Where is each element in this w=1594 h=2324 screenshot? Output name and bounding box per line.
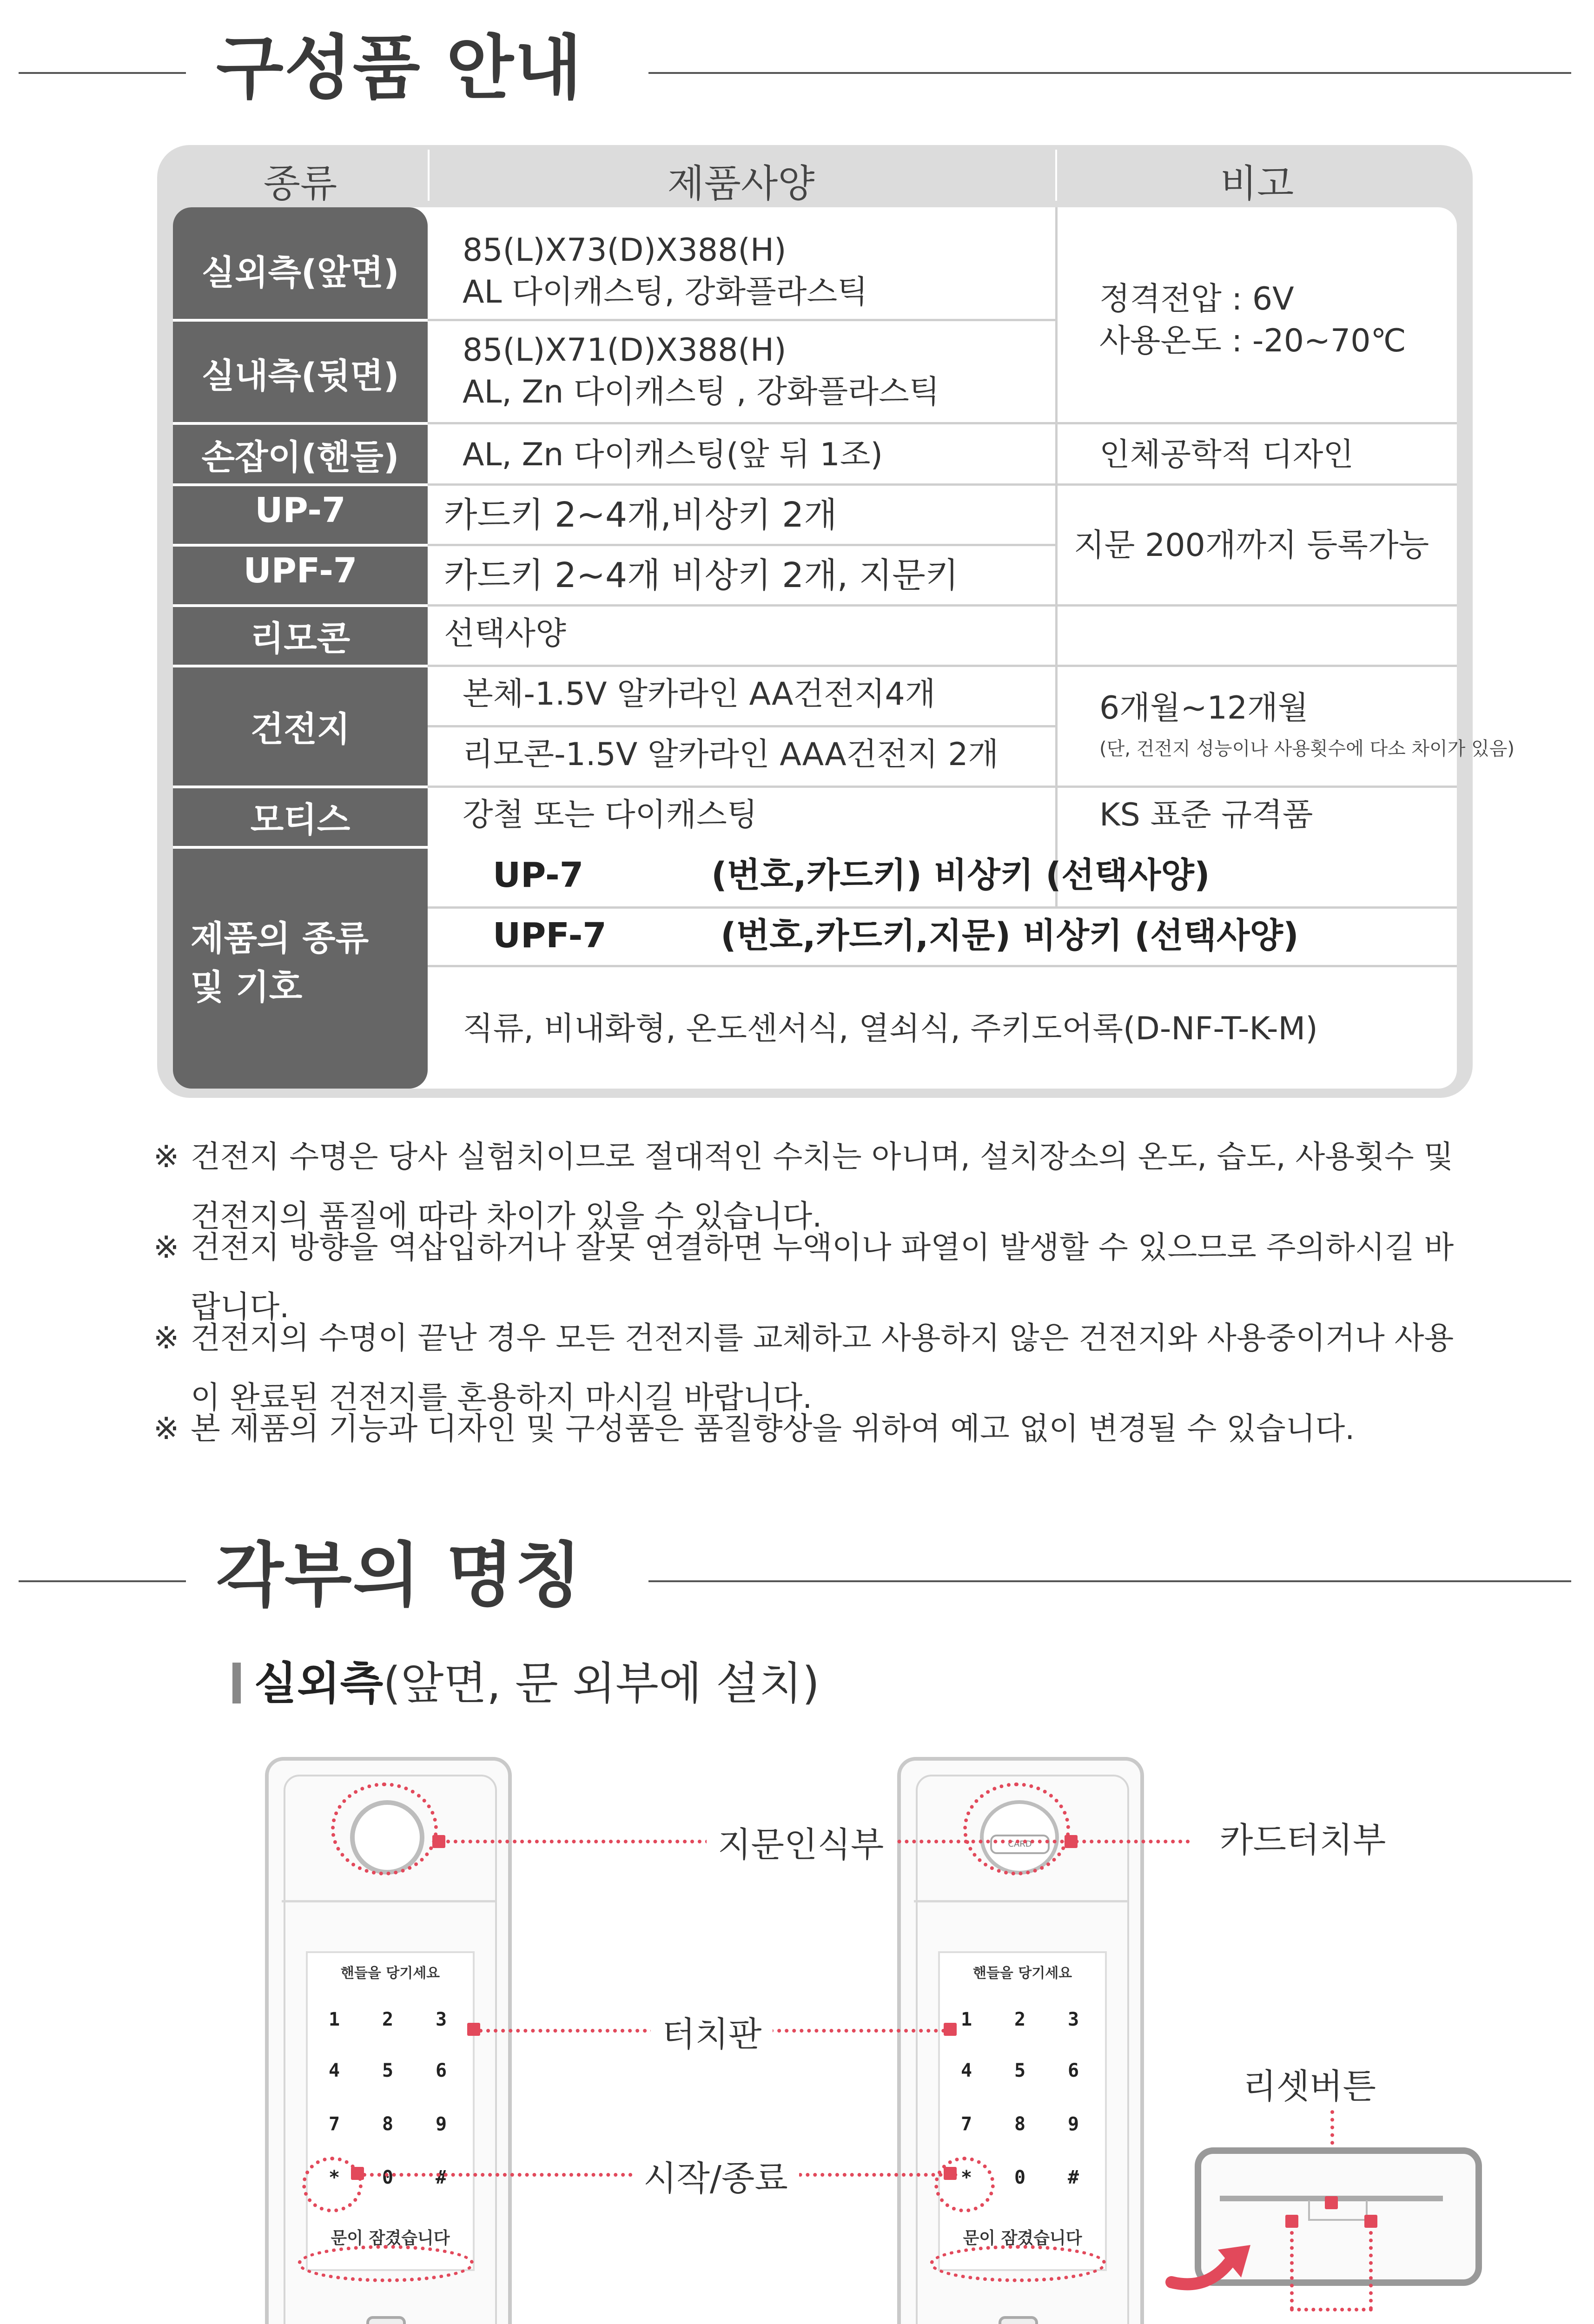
row-sep — [428, 604, 1457, 607]
row-sep — [428, 665, 1457, 667]
subheading — [232, 1648, 820, 1712]
highlight-fingerprint — [331, 1783, 438, 1875]
highlight-display-left — [298, 2245, 474, 2282]
pointer-arrow-icon — [1162, 2231, 1255, 2301]
key-0[interactable]: 0 — [1014, 2167, 1026, 2188]
note-mark: ※ — [153, 1320, 179, 1356]
section1-rule-left — [19, 72, 186, 74]
key-6[interactable]: 6 — [1068, 2060, 1079, 2081]
label-sep — [173, 665, 428, 667]
handle-spec: AL, Zn 다이캐스팅(앞 뒤 1조) — [463, 436, 883, 473]
section2-rule-left — [19, 1580, 186, 1582]
touchpad[interactable] — [306, 1951, 475, 2271]
header-note: 비고 — [1220, 162, 1294, 206]
key-star[interactable]: * — [961, 2167, 972, 2188]
label-battery: 건전지 — [250, 709, 351, 749]
section2-rule-right — [648, 1580, 1571, 1582]
key-9[interactable]: 9 — [1068, 2113, 1079, 2135]
fingerprint-note: 지문 200개까지 등록가능 — [1074, 527, 1429, 564]
key-8[interactable]: 8 — [1014, 2113, 1026, 2135]
row-sep — [428, 906, 1457, 909]
type-upf7-model: UPF-7 — [493, 916, 607, 956]
marker-dot — [944, 2023, 957, 2036]
pad-hint: 핸들을 당기세요 — [340, 1965, 440, 1981]
note-text: 건전지 방향을 역삽입하거나 잘못 연결하면 누액이나 파열이 발생할 수 있으므로 주의하시길 바랍니다. — [191, 1229, 1454, 1325]
touchpad[interactable] — [938, 1951, 1107, 2271]
note-4 — [153, 1399, 1469, 1459]
emergency-key-icon[interactable] — [999, 2316, 1038, 2324]
label-upf7: UPF-7 — [243, 551, 357, 591]
marker-dot — [944, 2167, 957, 2180]
key-hash[interactable]: # — [1068, 2167, 1079, 2188]
power-terminal-dot — [1285, 2215, 1298, 2228]
indoor-dim: 85(L)X71(D)X388(H) — [463, 332, 787, 369]
highlight-display-right — [930, 2245, 1106, 2282]
label-types-2: 및 기호 — [191, 967, 303, 1007]
indoor-material: AL, Zn 다이캐스팅 , 강화플라스틱 — [463, 374, 940, 410]
note-text: 건전지의 수명이 끝난 경우 모든 건전지를 교체하고 사용하지 않은 건전지와 사용중이거나 사용이 완료된 건전지를 혼용하지 마시길 바랍니다. — [191, 1320, 1454, 1415]
callout-emergency-key — [707, 2316, 828, 2324]
mortise-note: KS 표준 규격품 — [1099, 797, 1313, 833]
label-sep — [173, 422, 428, 425]
key-hash[interactable]: # — [436, 2167, 447, 2188]
outdoor-material: AL 다이캐스팅, 강화플라스틱 — [463, 274, 868, 310]
temperature: 사용온도 : -20~70℃ — [1099, 323, 1406, 359]
note-mark: ※ — [153, 1411, 179, 1446]
key-3[interactable]: 3 — [1068, 2009, 1079, 2030]
handle-note: 인체공학적 디자인 — [1099, 436, 1354, 473]
pad-hint: 핸들을 당기세요 — [972, 1965, 1072, 1981]
key-6[interactable]: 6 — [436, 2060, 447, 2081]
label-remote: 리모콘 — [250, 619, 351, 659]
label-handle: 손잡이(핸들) — [201, 437, 399, 477]
label-up7: UP-7 — [255, 490, 346, 530]
key-2[interactable]: 2 — [382, 2009, 394, 2030]
col-sep — [1055, 207, 1058, 906]
locked-message: 문이 잠겼습니다 — [331, 2228, 450, 2248]
key-8[interactable]: 8 — [382, 2113, 394, 2135]
header-type: 종류 — [263, 162, 337, 206]
type-up7-desc: (번호,카드키) 비상키 (선택사양) — [711, 855, 1210, 895]
label-outdoor: 실외측(앞면) — [201, 253, 399, 293]
note-text: 건전지 수명은 당사 실험치이므로 절대적인 수치는 아니며, 설치장소의 온도, 습도, 사용횟수 및 건전지의 품질에 따라 차이가 있을 수 있습니다. — [191, 1139, 1454, 1234]
subheading-bar — [232, 1663, 241, 1703]
label-sep — [173, 319, 428, 322]
key-2[interactable]: 2 — [1014, 2009, 1026, 2030]
highlight-card — [963, 1783, 1070, 1875]
emergency-key-icon[interactable] — [366, 2316, 406, 2324]
key-4[interactable]: 4 — [329, 2060, 340, 2081]
key-5[interactable]: 5 — [382, 2060, 394, 2081]
note-mark: ※ — [153, 1139, 179, 1175]
section1-title: 구성품 안내 — [216, 28, 583, 109]
marker-dot — [1065, 1835, 1078, 1848]
callout-touchpad: 터치판 — [651, 2007, 773, 2056]
note-mark: ※ — [153, 1229, 179, 1265]
label-sep — [173, 846, 428, 849]
label-sep — [173, 604, 428, 607]
type-up7-model: UP-7 — [493, 855, 584, 895]
header-spec: 제품사양 — [667, 162, 815, 206]
key-7[interactable]: 7 — [329, 2113, 340, 2135]
callout-card-touch: 카드터치부 — [1209, 1813, 1397, 1862]
leader-line — [1290, 2231, 1294, 2310]
key-4[interactable]: 4 — [961, 2060, 972, 2081]
highlight-start-right — [934, 2157, 995, 2212]
label-sep — [173, 483, 428, 486]
reset-button-dot[interactable] — [1325, 2196, 1338, 2209]
battery-remote: 리모콘-1.5V 알카라인 AAA건전지 2개 — [463, 736, 999, 773]
power-terminal-dot — [1364, 2215, 1377, 2228]
outdoor-dim: 85(L)X73(D)X388(H) — [463, 232, 787, 269]
section2-title: 각부의 명칭 — [216, 1535, 583, 1616]
marker-dot — [432, 1835, 445, 1848]
locked-message: 문이 잠겼습니다 — [963, 2228, 1082, 2248]
key-star[interactable]: * — [329, 2167, 340, 2188]
subheading-bold: 실외측 — [254, 1657, 384, 1710]
upf7-spec: 카드키 2~4개 비상키 2개, 지문키 — [444, 555, 959, 595]
remote-spec: 선택사양 — [444, 615, 566, 652]
callout-emergency-power-1 — [1267, 2317, 1422, 2324]
label-mortise: 모티스 — [250, 800, 351, 840]
leader-line — [1369, 2231, 1373, 2310]
key-7[interactable]: 7 — [961, 2113, 972, 2135]
type-codes: 직류, 비내화형, 온도센서식, 열쇠식, 주키도어록(D-NF-T-K-M) — [463, 1010, 1318, 1047]
voltage: 정격전압 : 6V — [1099, 281, 1294, 317]
reset-slot — [1308, 2200, 1368, 2221]
key-5[interactable]: 5 — [1014, 2060, 1026, 2081]
row-sep — [428, 544, 1055, 546]
row-sep — [428, 786, 1457, 788]
label-types-1: 제품의 종류 — [191, 918, 369, 958]
key-1[interactable]: 1 — [329, 2009, 340, 2030]
callout-start-end: 시작/종료 — [632, 2151, 799, 2200]
battery-life-remark: (단, 건전지 성능이나 사용횟수에 다소 차이가 있음) — [1099, 738, 1515, 759]
key-0[interactable]: 0 — [382, 2167, 394, 2188]
note-text: 본 제품의 기능과 디자인 및 구성품은 품질향상을 위하여 예고 없이 변경될 수 있습니다. — [191, 1411, 1355, 1446]
section1-rule-right — [648, 72, 1571, 74]
row-sep — [428, 319, 1055, 321]
label-sep — [173, 786, 428, 788]
marker-dot — [351, 2167, 364, 2180]
marker-dot — [467, 2023, 480, 2036]
label-indoor: 실내측(뒷면) — [201, 356, 399, 396]
row-sep — [428, 725, 1055, 727]
key-9[interactable]: 9 — [436, 2113, 447, 2135]
leader-line — [1290, 2308, 1373, 2311]
subheading-rest: (앞면, 문 외부에 설치) — [383, 1657, 820, 1710]
key-1[interactable]: 1 — [961, 2009, 972, 2030]
type-upf7-desc: (번호,카드키,지문) 비상키 (선택사양) — [721, 916, 1299, 956]
battery-main: 본체-1.5V 알카라인 AA건전지4개 — [463, 676, 936, 713]
battery-life: 6개월~12개월 — [1099, 690, 1309, 726]
key-3[interactable]: 3 — [436, 2009, 447, 2030]
row-sep — [428, 965, 1457, 967]
mortise-spec: 강철 또는 다이캐스팅 — [463, 797, 758, 833]
callout-reset: 리셋버튼 — [1232, 2059, 1387, 2108]
card-label: CARD — [990, 1835, 1050, 1854]
up7-spec: 카드키 2~4개,비상키 2개 — [444, 495, 837, 535]
callout-fingerprint: 지문인식부 — [707, 1817, 895, 1867]
row-sep — [428, 422, 1457, 424]
label-sep — [173, 544, 428, 547]
highlight-start-left — [302, 2157, 363, 2212]
row-sep — [428, 483, 1457, 486]
